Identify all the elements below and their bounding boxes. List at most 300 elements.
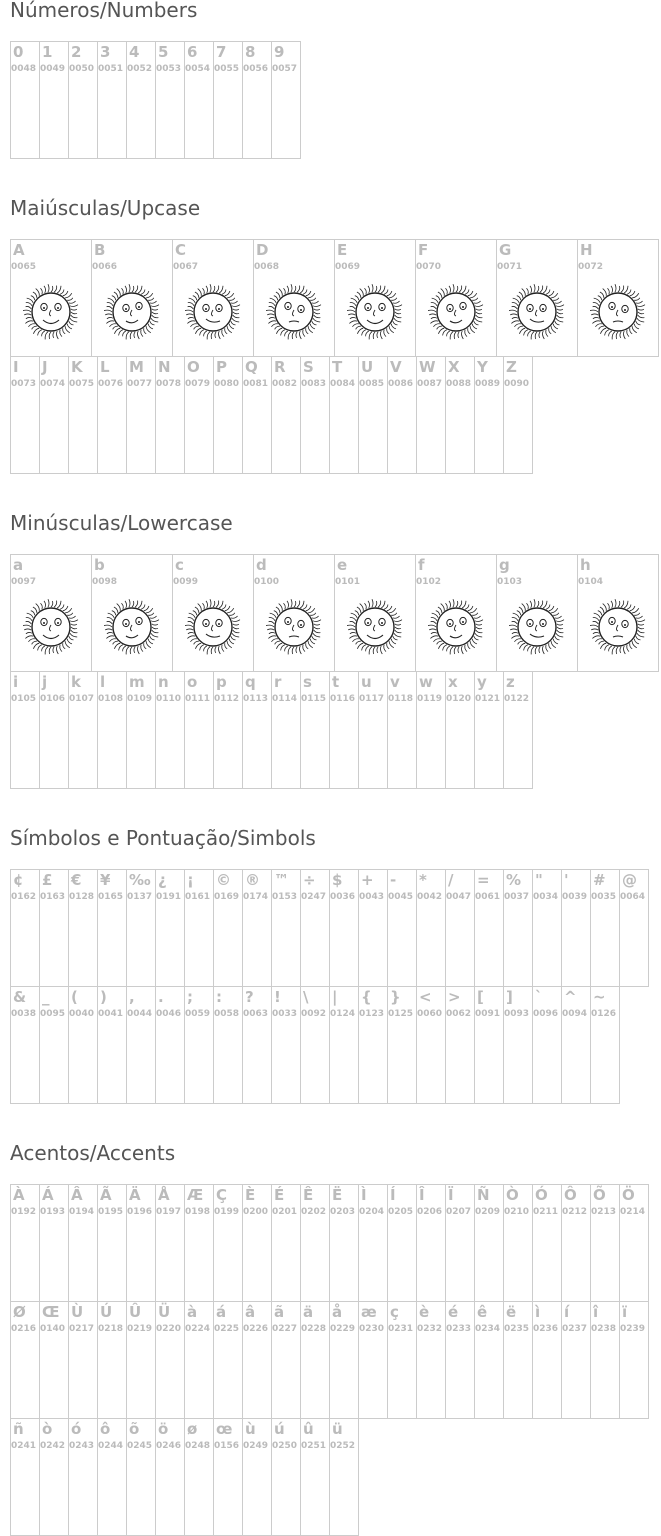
glyph-character: \ [303, 988, 309, 1006]
glyph-code: 0101 [335, 577, 361, 587]
glyph-character: 1 [42, 43, 53, 61]
glyph-code: 0099 [173, 577, 199, 587]
glyph-code: 0094 [562, 1009, 588, 1019]
glyph-cell [242, 1418, 272, 1536]
glyph-character: â [245, 1303, 256, 1321]
glyph-code: 0075 [69, 379, 95, 389]
glyph-code: 0066 [92, 262, 118, 272]
glyph-code: 0206 [417, 1207, 443, 1217]
glyph-cell [126, 869, 156, 987]
glyph-code: 0063 [243, 1009, 269, 1019]
glyph-cell [242, 1301, 272, 1419]
glyph-code: 0153 [272, 892, 298, 902]
glyph-code: 0035 [591, 892, 617, 902]
glyph-character: ñ [13, 1420, 24, 1438]
sun-face-glyph-icon [428, 599, 484, 655]
glyph-cell [39, 671, 69, 789]
glyph-code: 0252 [330, 1441, 356, 1451]
glyph-cell [416, 986, 446, 1104]
glyph-code: 0192 [11, 1207, 37, 1217]
glyph-code: 0070 [416, 262, 442, 272]
glyph-character: t [332, 673, 340, 691]
glyph-character: b [94, 556, 105, 574]
glyph-character: ü [332, 1420, 343, 1438]
glyph-cell [97, 1301, 127, 1419]
glyph-character: ö [158, 1420, 169, 1438]
glyph-code: 0038 [11, 1009, 37, 1019]
glyph-character: Œ [42, 1303, 60, 1321]
glyph-character: è [419, 1303, 430, 1321]
glyph-code: 0123 [359, 1009, 385, 1019]
glyph-cell [68, 1418, 98, 1536]
glyph-code: 0205 [388, 1207, 414, 1217]
glyph-cell [474, 1184, 504, 1302]
glyph-character: 0 [13, 43, 24, 61]
glyph-code: 0216 [11, 1324, 37, 1334]
glyph-code: 0078 [156, 379, 182, 389]
glyph-character: " [535, 871, 543, 889]
glyph-cell [10, 1418, 40, 1536]
glyph-character: ø [187, 1420, 198, 1438]
glyph-character: ï [622, 1303, 628, 1321]
glyph-code: 0107 [69, 694, 95, 704]
glyph-character: x [448, 673, 458, 691]
glyph-cell [619, 1184, 649, 1302]
glyph-character: J [42, 358, 48, 376]
glyph-cell [68, 41, 98, 159]
glyph-code: 0196 [127, 1207, 153, 1217]
glyph-code: 0174 [243, 892, 269, 902]
glyph-code: 0065 [11, 262, 37, 272]
glyph-cell [358, 1184, 388, 1302]
glyph-code: 0105 [11, 694, 37, 704]
glyph-character: S [303, 358, 314, 376]
glyph-code: 0124 [330, 1009, 356, 1019]
glyph-character: V [390, 358, 402, 376]
glyph-character: ¿ [158, 871, 167, 889]
glyph-cell [271, 1418, 301, 1536]
glyph-character: _ [42, 988, 50, 1006]
glyph-cell [590, 1301, 620, 1419]
glyph-code: 0037 [504, 892, 530, 902]
glyph-code: 0055 [214, 64, 240, 74]
glyph-code: 0245 [127, 1441, 153, 1451]
glyph-character: r [274, 673, 282, 691]
glyph-character: N [158, 358, 171, 376]
glyph-code: 0090 [504, 379, 530, 389]
glyph-code: 0096 [533, 1009, 559, 1019]
glyph-cell [474, 869, 504, 987]
glyph-code: 0108 [98, 694, 124, 704]
glyph-character: Å [158, 1186, 170, 1204]
glyph-character: Û [129, 1303, 142, 1321]
glyph-cell [590, 986, 620, 1104]
glyph-code: 0110 [156, 694, 182, 704]
glyph-character: ç [390, 1303, 399, 1321]
glyph-code: 0232 [417, 1324, 443, 1334]
glyph-code: 0210 [504, 1207, 530, 1217]
glyph-character: ' [564, 871, 569, 889]
glyph-code: 0248 [185, 1441, 211, 1451]
glyph-code: 0120 [446, 694, 472, 704]
glyph-code: 0212 [562, 1207, 588, 1217]
glyph-character: ; [187, 988, 193, 1006]
glyph-code: 0241 [11, 1441, 37, 1451]
glyph-code: 0112 [214, 694, 240, 704]
glyph-code: 0036 [330, 892, 356, 902]
glyph-character: g [499, 556, 510, 574]
glyph-cell [97, 356, 127, 474]
glyph-code: 0165 [98, 892, 124, 902]
glyph-cell [271, 671, 301, 789]
sun-face-glyph-icon [23, 599, 79, 655]
glyph-cell [271, 986, 301, 1104]
glyph-character: Î [419, 1186, 425, 1204]
glyph-code: 0083 [301, 379, 327, 389]
glyph-character: + [361, 871, 374, 889]
glyph-character: ^ [564, 988, 577, 1006]
sun-face-glyph-icon [509, 599, 565, 655]
glyph-code: 0140 [40, 1324, 66, 1334]
glyph-cell [10, 671, 40, 789]
glyph-character: ¡ [187, 871, 194, 889]
glyph-cell [155, 1418, 185, 1536]
glyph-code: 0195 [98, 1207, 124, 1217]
glyph-cell [358, 1301, 388, 1419]
glyph-cell [68, 671, 98, 789]
glyph-character: Ø [13, 1303, 26, 1321]
glyph-character: ô [100, 1420, 111, 1438]
glyph-code: 0093 [504, 1009, 530, 1019]
glyph-code: 0069 [335, 262, 361, 272]
sun-face-glyph-icon [104, 599, 160, 655]
glyph-code: 0100 [254, 577, 280, 587]
glyph-code: 0074 [40, 379, 66, 389]
glyph-code: 0059 [185, 1009, 211, 1019]
glyph-character: ú [274, 1420, 285, 1438]
glyph-cell [358, 869, 388, 987]
glyph-cell [503, 869, 533, 987]
glyph-character: Ç [216, 1186, 228, 1204]
glyph-code: 0060 [417, 1009, 443, 1019]
glyph-cell [242, 671, 272, 789]
glyph-character: , [129, 988, 135, 1006]
glyph-cell [416, 1301, 446, 1419]
glyph-code: 0218 [98, 1324, 124, 1334]
glyph-character: o [187, 673, 198, 691]
glyph-code: 0217 [69, 1324, 95, 1334]
glyph-character: õ [129, 1420, 140, 1438]
glyph-character: Í [390, 1186, 396, 1204]
glyph-cell [474, 1301, 504, 1419]
glyph-cell [496, 554, 578, 672]
glyph-code: 0234 [475, 1324, 501, 1334]
glyph-character: 9 [274, 43, 285, 61]
glyph-character: h [580, 556, 591, 574]
glyph-cell [10, 1301, 40, 1419]
glyph-cell [416, 356, 446, 474]
glyph-character: û [303, 1420, 314, 1438]
glyph-character: Ì [361, 1186, 367, 1204]
glyph-cell [619, 869, 649, 987]
glyph-cell [68, 986, 98, 1104]
glyph-cell [97, 671, 127, 789]
glyph-character: O [187, 358, 200, 376]
glyph-character: Õ [593, 1186, 606, 1204]
glyph-code: 0080 [214, 379, 240, 389]
glyph-character: p [216, 673, 227, 691]
glyph-cell [387, 1301, 417, 1419]
section-title: Minúsculas/Lowercase [10, 511, 233, 535]
glyph-cell [503, 1301, 533, 1419]
glyph-character: } [390, 988, 401, 1006]
glyph-character: q [245, 673, 256, 691]
glyph-code: 0247 [301, 892, 327, 902]
glyph-cell [155, 869, 185, 987]
glyph-cell [496, 239, 578, 357]
glyph-cell [503, 671, 533, 789]
glyph-character: ì [535, 1303, 541, 1321]
glyph-character: k [71, 673, 81, 691]
glyph-code: 0231 [388, 1324, 414, 1334]
glyph-code: 0228 [301, 1324, 327, 1334]
glyph-code: 0250 [272, 1441, 298, 1451]
glyph-cell [300, 1184, 330, 1302]
glyph-character: & [13, 988, 27, 1006]
sun-face-glyph-icon [509, 284, 565, 340]
glyph-cell [155, 41, 185, 159]
glyph-character: Ò [506, 1186, 519, 1204]
glyph-character: Ô [564, 1186, 577, 1204]
glyph-cell [155, 1184, 185, 1302]
glyph-character: ¢ [13, 871, 24, 889]
sun-face-glyph-icon [266, 599, 322, 655]
glyph-cell [184, 356, 214, 474]
glyph-cell [474, 671, 504, 789]
glyph-character: E [337, 241, 348, 259]
glyph-cell [503, 986, 533, 1104]
glyph-code: 0104 [578, 577, 604, 587]
glyph-cell [155, 356, 185, 474]
glyph-character: Ù [71, 1303, 84, 1321]
glyph-cell [387, 869, 417, 987]
glyph-code: 0115 [301, 694, 327, 704]
glyph-cell [329, 869, 359, 987]
glyph-code: 0046 [156, 1009, 182, 1019]
section-title: Maiúsculas/Upcase [10, 196, 201, 220]
glyph-character: [ [477, 988, 484, 1006]
glyph-character: / [448, 871, 454, 889]
glyph-cell [271, 356, 301, 474]
glyph-character: Â [71, 1186, 83, 1204]
glyph-code: 0042 [417, 892, 443, 902]
glyph-code: 0244 [98, 1441, 124, 1451]
glyph-code: 0169 [214, 892, 240, 902]
glyph-character: K [71, 358, 83, 376]
glyph-code: 0077 [127, 379, 153, 389]
glyph-code: 0211 [533, 1207, 559, 1217]
glyph-code: 0226 [243, 1324, 269, 1334]
glyph-cell [10, 869, 40, 987]
glyph-cell [329, 1184, 359, 1302]
glyph-cell [39, 1418, 69, 1536]
glyph-cell [10, 554, 92, 672]
glyph-code: 0045 [388, 892, 414, 902]
glyph-cell [271, 41, 301, 159]
glyph-cell [10, 239, 92, 357]
sun-face-glyph-icon [185, 599, 241, 655]
glyph-code: 0073 [11, 379, 37, 389]
glyph-character: z [506, 673, 515, 691]
glyph-cell [10, 41, 40, 159]
glyph-character: ë [506, 1303, 517, 1321]
glyph-character: a [13, 556, 24, 574]
glyph-character: 7 [216, 43, 227, 61]
glyph-character: 3 [100, 43, 111, 61]
glyph-code: 0041 [98, 1009, 124, 1019]
glyph-cell [445, 869, 475, 987]
glyph-cell [358, 986, 388, 1104]
glyph-cell [39, 1184, 69, 1302]
glyph-cell [97, 869, 127, 987]
glyph-character: Y [477, 358, 488, 376]
glyph-cell [445, 1301, 475, 1419]
glyph-code: 0054 [185, 64, 211, 74]
glyph-cell [415, 554, 497, 672]
glyph-code: 0201 [272, 1207, 298, 1217]
glyph-cell [242, 1184, 272, 1302]
glyph-cell [126, 356, 156, 474]
glyph-character: e [337, 556, 348, 574]
glyph-cell [126, 1184, 156, 1302]
glyph-cell [155, 986, 185, 1104]
glyph-cell [213, 356, 243, 474]
glyph-cell [68, 869, 98, 987]
sun-face-glyph-icon [104, 284, 160, 340]
glyph-code: 0086 [388, 379, 414, 389]
glyph-code: 0239 [620, 1324, 646, 1334]
glyph-code: 0227 [272, 1324, 298, 1334]
glyph-character: ¥ [100, 871, 111, 889]
glyph-code: 0103 [497, 577, 523, 587]
glyph-cell [300, 986, 330, 1104]
glyph-character: ê [477, 1303, 488, 1321]
glyph-code: 0043 [359, 892, 385, 902]
glyph-character: U [361, 358, 374, 376]
glyph-cell [387, 986, 417, 1104]
glyph-code: 0056 [243, 64, 269, 74]
glyph-code: 0219 [127, 1324, 153, 1334]
glyph-character: * [419, 871, 427, 889]
glyph-code: 0047 [446, 892, 472, 902]
glyph-cell [532, 986, 562, 1104]
glyph-character: £ [42, 871, 53, 889]
glyph-character: I [13, 358, 19, 376]
glyph-cell [271, 1184, 301, 1302]
glyph-character: @ [622, 871, 637, 889]
glyph-code: 0109 [127, 694, 153, 704]
glyph-code: 0118 [388, 694, 414, 704]
glyph-cell [39, 41, 69, 159]
glyph-character: á [216, 1303, 227, 1321]
glyph-character: u [361, 673, 372, 691]
glyph-cell [172, 239, 254, 357]
glyph-code: 0121 [475, 694, 501, 704]
glyph-character: Ö [622, 1186, 635, 1204]
glyph-character: Ñ [477, 1186, 490, 1204]
glyph-code: 0076 [98, 379, 124, 389]
glyph-code: 0072 [578, 262, 604, 272]
glyph-code: 0229 [330, 1324, 356, 1334]
glyph-cell [172, 554, 254, 672]
glyph-character: M [129, 358, 144, 376]
glyph-character: Ü [158, 1303, 171, 1321]
glyph-character: m [129, 673, 145, 691]
glyph-character: 4 [129, 43, 140, 61]
glyph-cell [416, 869, 446, 987]
glyph-character: å [332, 1303, 343, 1321]
glyph-code: 0067 [173, 262, 199, 272]
sun-face-glyph-icon [428, 284, 484, 340]
glyph-code: 0084 [330, 379, 356, 389]
glyph-cell [10, 356, 40, 474]
glyph-code: 0249 [243, 1441, 269, 1451]
glyph-code: 0198 [185, 1207, 211, 1217]
glyph-cell [416, 671, 446, 789]
glyph-cell [213, 1301, 243, 1419]
glyph-code: 0114 [272, 694, 298, 704]
glyph-character: ® [245, 871, 260, 889]
glyph-character: s [303, 673, 312, 691]
glyph-character: { [361, 988, 372, 1006]
glyph-code: 0128 [69, 892, 95, 902]
glyph-character: ä [303, 1303, 314, 1321]
glyph-code: 0051 [98, 64, 124, 74]
glyph-character: G [499, 241, 512, 259]
glyph-code: 0200 [243, 1207, 269, 1217]
glyph-code: 0117 [359, 694, 385, 704]
glyph-cell [503, 356, 533, 474]
glyph-code: 0238 [591, 1324, 617, 1334]
glyph-cell [10, 986, 40, 1104]
glyph-cell [184, 41, 214, 159]
glyph-character: D [256, 241, 269, 259]
glyph-cell [39, 986, 69, 1104]
section-title: Símbolos e Pontuação/Simbols [10, 826, 316, 850]
glyph-character: Q [245, 358, 258, 376]
glyph-character: È [245, 1186, 256, 1204]
sun-face-glyph-icon [347, 599, 403, 655]
glyph-code: 0102 [416, 577, 442, 587]
glyph-code: 0064 [620, 892, 646, 902]
glyph-character: œ [216, 1420, 233, 1438]
glyph-cell [213, 41, 243, 159]
glyph-cell [242, 869, 272, 987]
glyph-cell [532, 1301, 562, 1419]
glyph-character: j [42, 673, 48, 691]
glyph-character: ÷ [303, 871, 316, 889]
glyph-character: © [216, 871, 231, 889]
glyph-cell [39, 1301, 69, 1419]
glyph-cell [184, 869, 214, 987]
glyph-code: 0111 [185, 694, 211, 704]
glyph-cell [126, 986, 156, 1104]
glyph-code: 0052 [127, 64, 153, 74]
glyph-cell [358, 671, 388, 789]
glyph-cell [532, 1184, 562, 1302]
glyph-character: ? [245, 988, 254, 1006]
glyph-cell [561, 1301, 591, 1419]
